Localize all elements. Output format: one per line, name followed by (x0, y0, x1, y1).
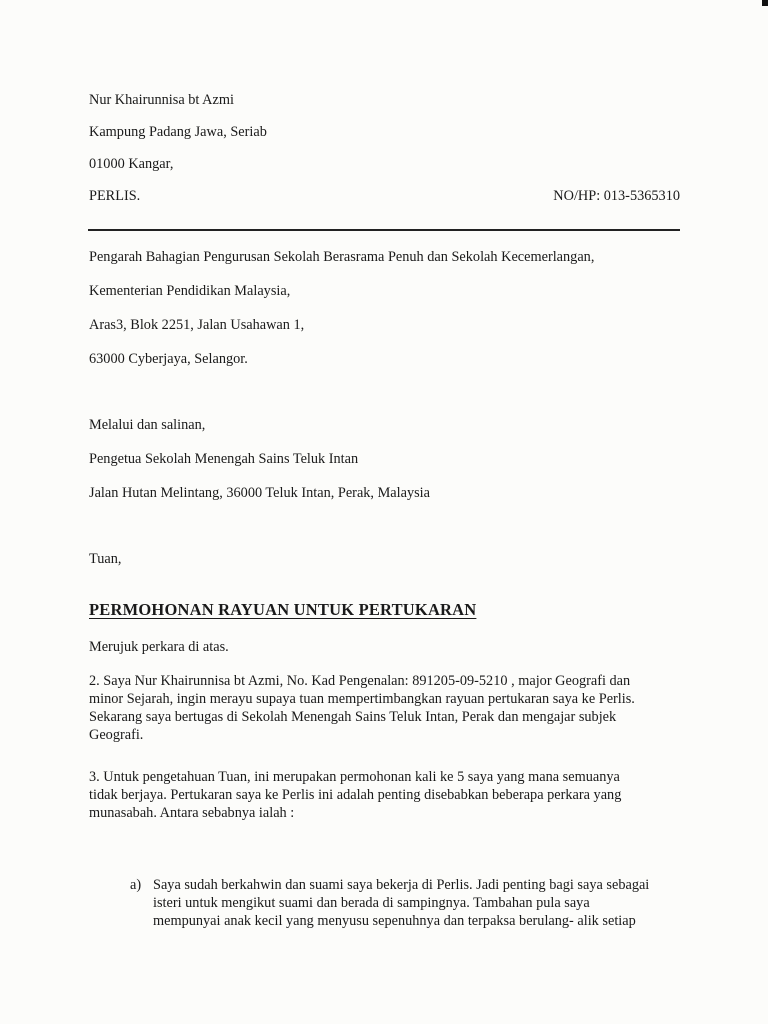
paragraph-3-line: munasabah. Antara sebabnya ialah : (89, 805, 295, 821)
via-intro: Melalui dan salinan, (89, 417, 206, 433)
paragraph-2-line: Sekarang saya bertugas di Sekolah Menengah Sains Teluk Intan, Perak dan mengajar subjek (89, 709, 617, 725)
list-item-line: isteri untuk mengikut suami dan berada di sampingnya. Tambahan pula saya (153, 895, 590, 911)
via-line1: Pengetua Sekolah Menengah Sains Teluk Intan (89, 451, 359, 467)
reference-line: Merujuk perkara di atas. (89, 639, 229, 655)
sender-address-line3: PERLIS. (89, 188, 141, 204)
subject-heading: PERMOHONAN RAYUAN UNTUK PERTUKARAN (89, 600, 477, 619)
paragraph-2 (89, 672, 681, 744)
recipient-line4: 63000 Cyberjaya, Selangor. (89, 351, 248, 367)
recipient-line1: Pengarah Bahagian Pengurusan Sekolah Berasrama Penuh dan Sekolah Kecemerlangan, (89, 249, 595, 265)
list-item-line: mempunyai anak kecil yang menyusu sepenuhnya dan terpaksa berulang- alik setiap (153, 913, 636, 929)
list-item-a (130, 876, 681, 930)
salutation: Tuan, (89, 551, 122, 567)
paragraph-3-line: 3. Untuk pengetahuan Tuan, ini merupakan permohonan kali ke 5 saya yang mana semuanya (89, 769, 620, 785)
recipient-line2: Kementerian Pendidikan Malaysia, (89, 283, 291, 299)
paragraph-2-line: 2. Saya Nur Khairunnisa bt Azmi, No. Kad Pengenalan: 891205-09-5210 , major Geografi dan (89, 673, 631, 689)
paragraph-3-line: tidak berjaya. Pertukaran saya ke Perlis ini adalah penting disebabkan beberapa perkara yang (89, 787, 622, 803)
list-item-marker: a) (130, 877, 142, 893)
sender-address-line1: Kampung Padang Jawa, Seriab (89, 124, 267, 140)
paragraph-3 (89, 768, 681, 822)
sender-name: Nur Khairunnisa bt Azmi (89, 92, 234, 108)
sender-address-line2: 01000 Kangar, (89, 156, 174, 172)
sender-phone: NO/HP: 013-5365310 (553, 188, 680, 204)
scan-edge-mark (762, 0, 768, 6)
paragraph-2-line: Geografi. (89, 727, 144, 743)
header-divider (88, 229, 680, 231)
recipient-line3: Aras3, Blok 2251, Jalan Usahawan 1, (89, 317, 305, 333)
list-item-body (153, 876, 681, 930)
via-line2: Jalan Hutan Melintang, 36000 Teluk Intan, Perak, Malaysia (89, 485, 430, 501)
paragraph-2-line: minor Sejarah, ingin merayu supaya tuan mempertimbangkan rayuan pertukaran saya ke Perlis. (89, 691, 635, 707)
list-item-line: Saya sudah berkahwin dan suami saya bekerja di Perlis. Jadi penting bagi saya sebagai (153, 877, 650, 893)
